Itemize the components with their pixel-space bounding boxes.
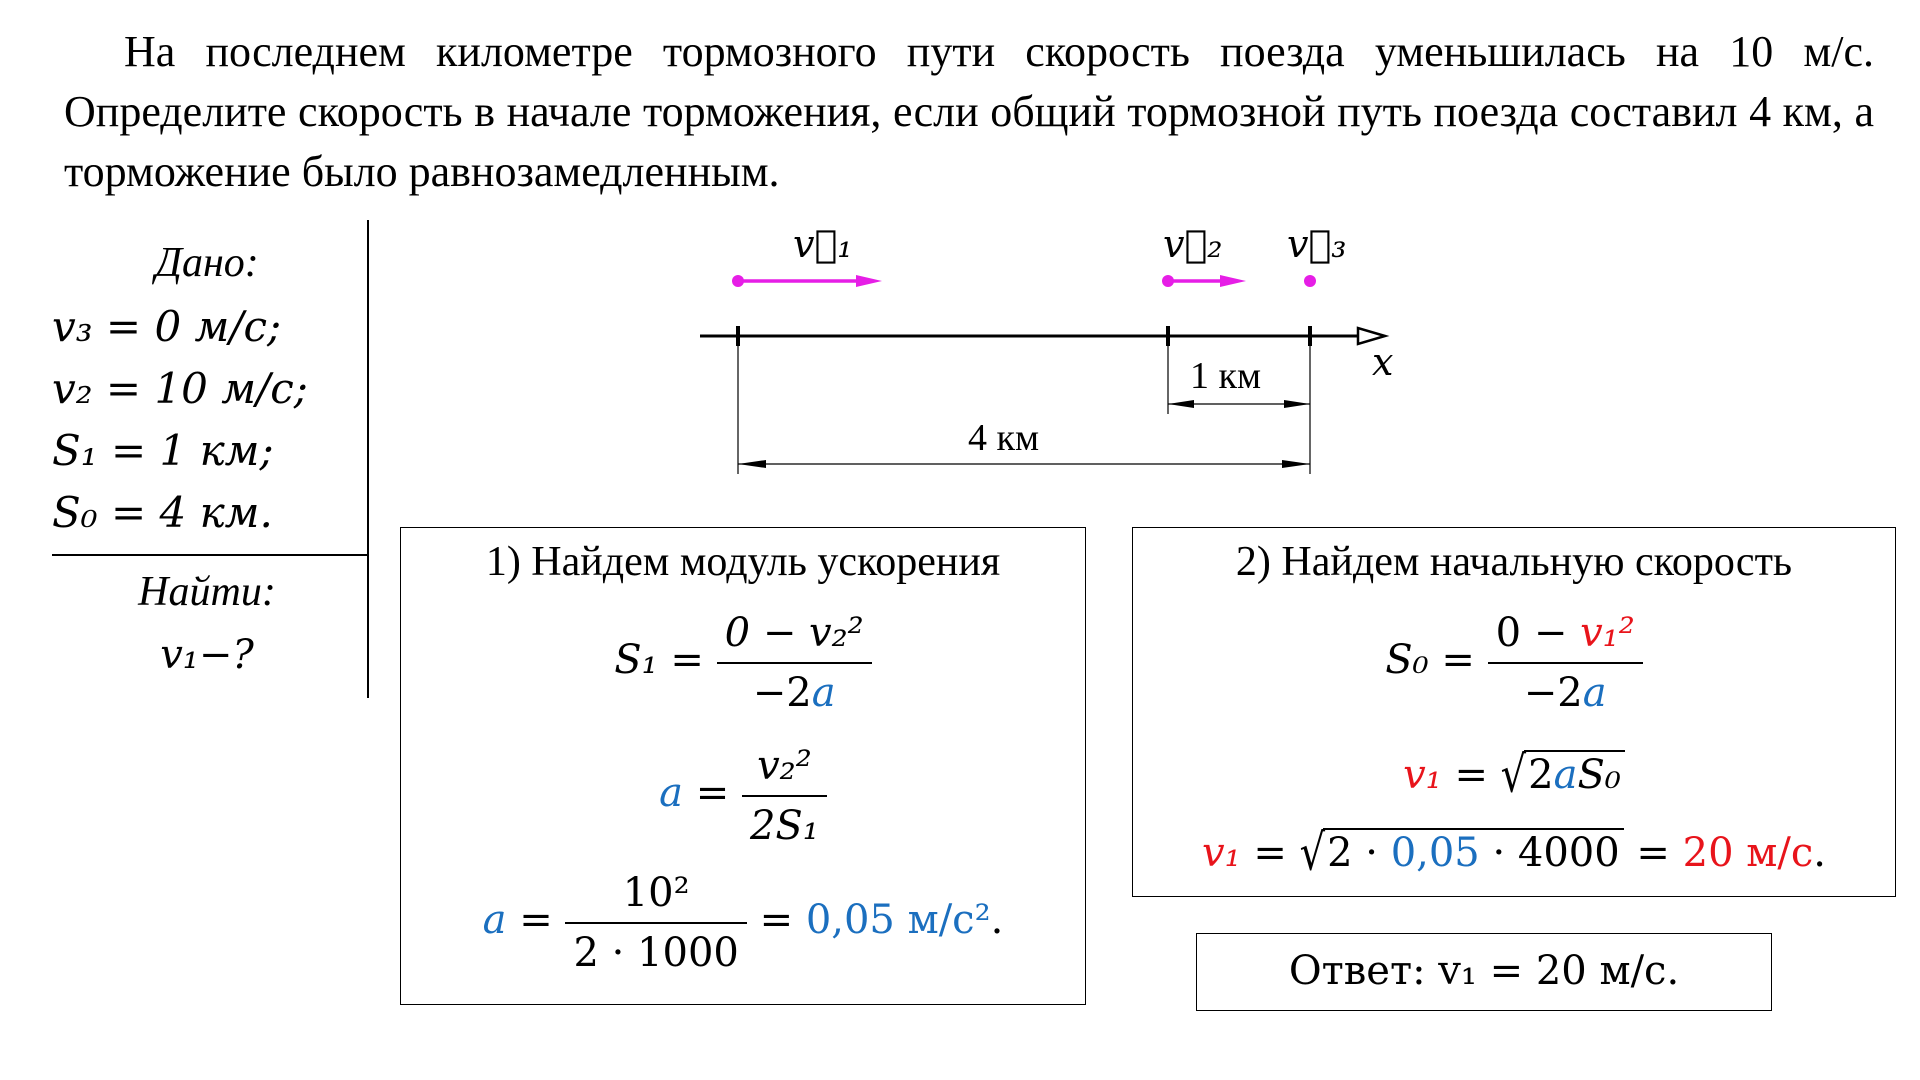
dimension-large-label: 4 км — [968, 417, 1040, 459]
dimension-small-label: 1 км — [1190, 355, 1262, 397]
step2-equation-2: v₁ = √2aS₀ — [1133, 750, 1895, 798]
step1-equation-3: a = $\frac{\text{10²}}{2 \cdot 1000}$ = 0,05 м/с². — [482, 870, 1004, 976]
step1-title: 1) Найдем модуль ускорения — [485, 539, 1001, 585]
v2-label: v⃗₂ — [1163, 222, 1223, 266]
v3-point — [1304, 275, 1316, 287]
given-item-v2: v₂ = 10 м/с; — [52, 364, 308, 413]
given-item-s0: S₀ = 4 км. — [52, 488, 273, 537]
given-title: Дано: — [155, 240, 259, 286]
answer-text: Ответ: v₁ = 20 м/с. — [1288, 948, 1680, 994]
v1-label: v⃗₁ — [793, 222, 853, 266]
step2-box — [1132, 527, 1896, 897]
v1-arrow — [732, 275, 882, 287]
problem-line-2: Определите скорость в начале торможения, если общий тормозной путь поезда — [64, 87, 1559, 136]
step2-equation-3: v₁ = √2 · 0,05 · 4000 = 20 м/с. — [1202, 824, 1826, 882]
given-item-s1: S₁ = 1 км; — [52, 426, 274, 475]
problem-line-1: На последнем километре тормозного пути скорость поезда уменьшилась на 10 м/с. — [124, 27, 1874, 76]
x-axis-label: x — [1372, 340, 1394, 384]
given-divider-horizontal — [52, 554, 368, 556]
v2-arrow — [1162, 275, 1246, 287]
step2-equation-1: S₀ = $\frac{\text{0 − v₁²}}{-2a}$ — [1133, 610, 1895, 716]
given-item-v3: v₃ = 0 м/с; — [52, 302, 282, 351]
find-value: v₁−? — [160, 632, 254, 678]
v3-label: v⃗₃ — [1287, 222, 1347, 266]
find-title: Найти: — [138, 569, 276, 615]
motion-diagram — [0, 0, 1920, 500]
step1-equation-1: S₁ = $\frac{\text{0 − v₂²}}{-2a}$ — [401, 610, 1085, 716]
step1-box — [400, 527, 1086, 1005]
x-axis — [700, 326, 1385, 346]
step2-title: 2) Найдем начальную скорость — [1235, 539, 1793, 585]
problem-line-3: составил 4 км, а торможение было равнозамедленным. — [64, 87, 1875, 196]
step1-equation-2: a = $\frac{\text{v₂²}}{\text{2S₁}}$ — [401, 743, 1085, 849]
answer-box — [1196, 933, 1772, 1011]
